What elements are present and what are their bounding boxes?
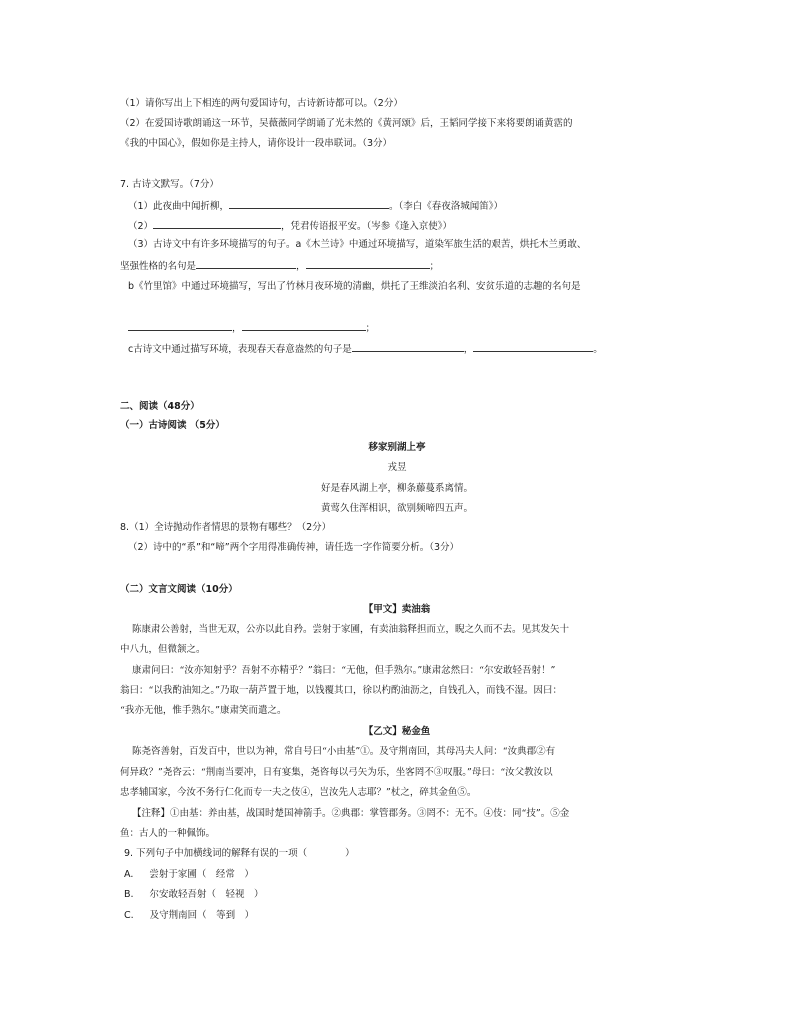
q7-s1 [128, 198, 503, 214]
q7-s2 [128, 218, 452, 234]
poem-line2: 黄莺久住浑相识，欲别频啼四五声。 [320, 503, 473, 514]
option-letter: B. [124, 889, 134, 900]
q9-title: 9. 下列句子中加横线词的解释有误的一项（ ） [124, 848, 355, 859]
section2-title: 二、阅读（48分） [120, 401, 200, 412]
q7-s3-line2 [120, 258, 439, 274]
answer-blank[interactable] [306, 258, 430, 269]
option-text: 尝射于家圃（ 经常 ） [149, 869, 254, 880]
answer-blank[interactable] [128, 320, 232, 331]
yi-p1-line2: 何异政？”尧咨云：“荆南当要冲，日有宴集，尧咨每以弓矢为乐，坐客罔不③叹服。”母曰：“汝父教汝以 [120, 767, 553, 778]
q7-s3-text: 坚强性格的名句是 [120, 261, 197, 272]
comma: ， [463, 344, 474, 355]
q6-item1: （1）请你写出上下相连的两句爱国诗句，古诗新诗都可以。（2分） [120, 98, 403, 109]
q7-s3-line5 [128, 341, 603, 357]
q7-s3-line1: （3）古诗文中有许多环境描写的句子。a《木兰诗》中通过环境描写，道染军旅生活的艰苦，烘托木兰勇敢、 [128, 239, 587, 250]
jia-p1-line1: 陈康肃公善射，当世无双，公亦以此自矜。尝射于家圃，有卖油翁释担而立，睨之久而不去。见其发矢十 [132, 624, 570, 635]
semicolon: ； [429, 261, 440, 272]
jia-p2-line1: 康肃问曰：“汝亦知射乎？吾射不亦精乎？”翁曰：“无他，但手熟尔。”康肃忿然曰：“尔安敢轻吾射！” [132, 665, 556, 676]
poem-line1: 好是春风湖上亭，柳条藤蔓系离情。 [320, 483, 473, 494]
answer-blank[interactable] [153, 218, 281, 229]
option-text: 及守荆南回（ 等到 ） [149, 910, 255, 921]
jia-p1-line2: 中八九，但微颔之。 [120, 644, 206, 655]
poem-title: 移家别湖上亭 [368, 442, 426, 453]
q7-s1-source: 。（李白《春夜洛城闻笛》） [389, 201, 504, 212]
comma: ， [296, 261, 306, 272]
note-line2: 鱼：古人的一种佩饰。 [120, 828, 216, 839]
q7-s1-text: （1）此夜曲中闻折柳， [128, 201, 230, 212]
answer-blank[interactable] [196, 258, 296, 269]
semicolon: ； [365, 323, 376, 334]
option-text: 尔安敢轻吾射（ 轻视 ） [149, 889, 264, 900]
q8-item1: 8.（1）全诗抛动作者情思的景物有哪些？（2分） [120, 522, 332, 533]
q7-title: 7. 古诗文默写。（7分） [120, 179, 219, 190]
part2-title: （二）文言文阅读（10分） [120, 584, 238, 595]
answer-blank[interactable] [229, 198, 389, 209]
option-letter: C. [124, 910, 134, 921]
q7-s3-line3: b《竹里馆》中通过环境描写，写出了竹林月夜环境的清幽，烘托了王维淡泊名利、安贫乐道的志趣的名句是 [128, 281, 581, 292]
q9-option-c[interactable] [124, 909, 254, 923]
yi-p1-line1: 陈尧咨善射，百发百中，世以为神，常自号曰“小由基”①。及守荆南回，其母冯夫人问：“汝典郡②有 [132, 746, 556, 757]
jia-title: 【甲文】卖油翁 [363, 604, 431, 615]
jia-p2-line3: “我亦无他，惟手熟尔。”康肃笑而遣之。 [120, 705, 287, 716]
q9-option-b[interactable] [124, 888, 264, 902]
q7-s3-line4 [128, 320, 375, 336]
q9-option-a[interactable] [124, 868, 254, 882]
q7-s2-text: ，凭君传语报平安。（岑参《逢入京使》） [281, 221, 453, 232]
part1-title: （一）古诗阅读 （5分） [120, 420, 225, 431]
comma: ， [232, 323, 242, 334]
q7-s2-label: （2） [128, 221, 154, 232]
yi-title: 【乙文】秘金鱼 [363, 726, 431, 737]
q6-item2-line2: 《我的中国心》，假如你是主持人，请你设计一段串联词。（3分） [120, 138, 393, 149]
yi-p1-line3: 忠孝辅国家，今汝不务行仁化而专一夫之伎④，岂汝先人志耶？”杖之，碎其金鱼⑤。 [120, 787, 477, 798]
answer-blank[interactable] [352, 341, 464, 352]
answer-blank[interactable] [242, 320, 366, 331]
note-line1: 【注释】①由基：养由基，战国时楚国神箭手。②典郡：掌管郡务。③罔不：无不。④伎：同“技”。⑤金 [132, 808, 570, 819]
jia-p2-line2: 翁曰：“以我酌油知之。”乃取一葫芦置于地，以钱覆其口，徐以杓酌油沥之，自钱孔入，而钱不湿。因曰： [120, 685, 562, 696]
q8-item2: （2）诗中的“系”和“啼”两个字用得准确传神，请任选一字作简要分析。（3分） [128, 542, 460, 553]
poem-author: 戎昱 [387, 462, 407, 473]
q7-s3e-text: c古诗文中通过描写环境，表现春天春意盎然的句子是 [128, 344, 352, 355]
q6-item2-line1: （2）在爱国诗歌朗诵这一环节，吴薇薇同学朗诵了光未然的《黄河颂》后，王韬同学接下来将要朗诵黄霑的 [120, 118, 573, 129]
option-letter: A. [124, 869, 134, 880]
period: 。 [593, 344, 603, 355]
answer-blank[interactable] [473, 341, 593, 352]
